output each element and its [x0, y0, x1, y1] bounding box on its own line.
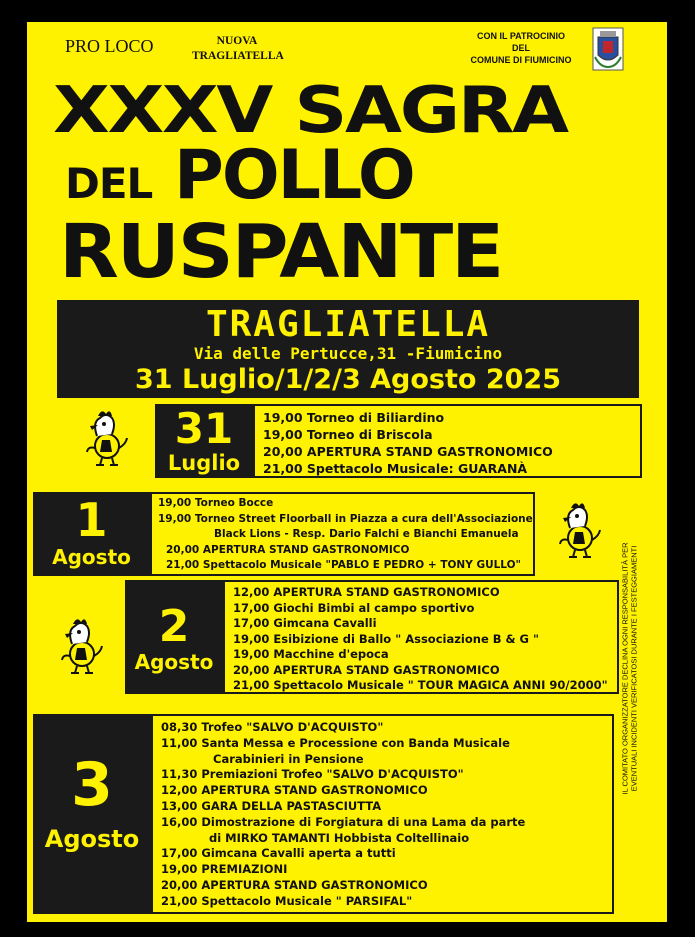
event-item: 20,00 APERTURA STAND GASTRONOMICO: [233, 662, 500, 677]
event-item: 19,00 Esibizione di Ballo " Associazione B & G ": [233, 631, 539, 646]
day-month: Luglio: [167, 451, 241, 475]
event-item: 21,00 Spettacolo Musicale " TOUR MAGICA ANNI 90/2000": [233, 678, 608, 692]
location-city: TRAGLIATELLA: [205, 304, 491, 345]
event-item: Carabinieri in Pensione: [213, 751, 364, 766]
day-number: 1: [75, 493, 108, 547]
event-poster: [27, 22, 667, 922]
day-number: 3: [71, 750, 113, 820]
day-badge: [33, 714, 151, 914]
patronage-text: [465, 30, 577, 66]
event-item: 19,00 Macchine d'epoca: [233, 647, 389, 661]
event-list: [150, 492, 535, 576]
event-list: [253, 404, 642, 478]
day-month: Agosto: [44, 825, 140, 853]
event-item: 20,00 APERTURA STAND GASTRONOMICO: [166, 543, 410, 556]
event-item: 21,00 Spettacolo Musicale " PARSIFAL": [161, 893, 413, 908]
day-number: 2: [158, 601, 190, 652]
chicken-mascot-icon: [555, 500, 605, 560]
event-item: di MIRKO TAMANTI Hobbista Coltellinaio: [209, 830, 470, 845]
event-item: 11,30 Premiazioni Trofeo "SALVO D'ACQUISTO": [161, 767, 464, 782]
event-item: 17,00 Gimcana Cavalli aperta a tutti: [161, 846, 396, 861]
disclaimer-text: [620, 522, 638, 812]
location-banner: [57, 300, 639, 398]
day-month: Agosto: [134, 650, 214, 674]
event-item: 20,00 APERTURA STAND GASTRONOMICO: [263, 444, 553, 459]
event-item: 19,00 PREMIAZIONI: [161, 862, 288, 877]
festival-dates: 31 Luglio/1/2/3 Agosto 2025: [135, 364, 561, 395]
title-del: DEL: [65, 159, 153, 208]
event-item: 20,00 APERTURA STAND GASTRONOMICO: [161, 877, 428, 892]
event-item: Black Lions - Resp. Dario Falchi e Bianchi Emanuela: [214, 528, 519, 540]
day-number: 31: [174, 404, 234, 453]
event-item: 12,00 APERTURA STAND GASTRONOMICO: [161, 783, 428, 798]
title-line-2: [65, 136, 414, 220]
event-item: 21,00 Spettacolo Musicale "PABLO E PEDRO + TONY GULLO": [166, 559, 522, 571]
day-badge: [125, 580, 223, 694]
patronage-line: COMUNE DI FIUMICINO: [470, 55, 572, 65]
event-item: 12,00 APERTURA STAND GASTRONOMICO: [233, 585, 500, 599]
event-item: 13,00 GARA DELLA PASTASCIUTTA: [161, 798, 382, 813]
comune-crest-icon: [592, 27, 624, 71]
day-month: Agosto: [52, 545, 131, 569]
event-item: 21,00 Spettacolo Musicale: GUARANÀ: [263, 461, 528, 476]
event-item: 08,30 Trofeo "SALVO D'ACQUISTO": [161, 720, 384, 734]
day-badge: [155, 404, 253, 478]
event-item: 11,00 Santa Messa e Processione con Banda Musicale: [161, 735, 510, 750]
event-list: [151, 714, 614, 914]
proloco-logo: PRO LOCO: [65, 36, 154, 56]
event-item: 17,00 Giochi Bimbi al campo sportivo: [233, 600, 475, 615]
event-item: 19,00 Torneo Bocce: [158, 497, 274, 509]
title-line-1: XXXV SAGRA: [53, 74, 567, 148]
chicken-mascot-icon: [82, 408, 132, 468]
title-line-3: RUSPANTE: [59, 209, 503, 295]
event-item: 17,00 Gimcana Cavalli: [233, 616, 377, 630]
day-badge: [33, 492, 150, 576]
patronage-line: DEL: [512, 43, 530, 53]
proloco-town: NUOVA TRAGLIATELLA: [192, 35, 284, 62]
event-item: 19,00 Torneo Street Floorball in Piazza a cura dell'Associazione: [158, 512, 533, 525]
event-item: 16,00 Dimostrazione di Forgiatura di una Lama da parte: [161, 814, 526, 829]
event-list: [223, 580, 619, 694]
event-item: 19,00 Torneo di Biliardino: [263, 410, 445, 425]
disclaimer-label: IL COMITATO ORGANIZZATORE DECLINA OGNI RESPONSABILITÀ PER EVENTUALI INCIDENTI VERIFICATOSI DURANTE I FESTEGGIAMENTI: [620, 542, 638, 795]
location-address: Via delle Pertucce,31 -Fiumicino: [193, 344, 503, 363]
chicken-mascot-icon: [57, 616, 107, 676]
title-pollo: POLLO: [174, 136, 414, 215]
patronage-line: CON IL PATROCINIO: [476, 31, 565, 41]
event-item: 19,00 Torneo di Briscola: [263, 427, 433, 442]
